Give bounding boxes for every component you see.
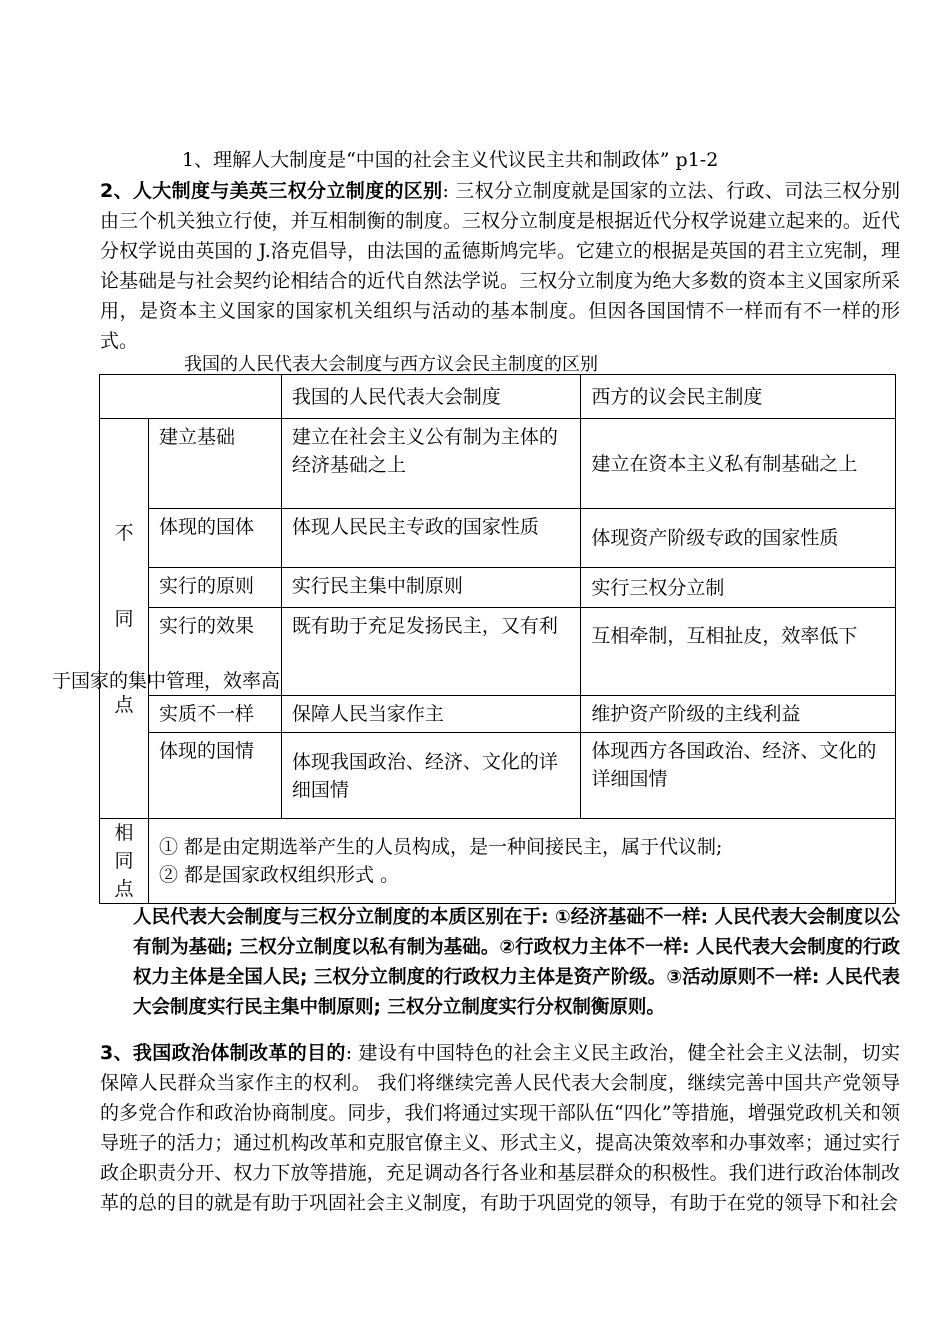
summary-paragraph: 人民代表大会制度与三权分立制度的本质区别在于: ①经济基础不一样: 人民代表大会制度以公有制为基础; 三权分立制度以私有制为基础。②行政权力主体不一样: 人民代表大会制度的行政权力主体是全国人民; 三权分立制度的行政权力主体是资产阶级。③活动原则不一样: 人民代表大会制度实行民主集中制原则; 三权分立制度实行分权制衡原则。 [133, 907, 900, 1018]
aspect-cell: 实行的原则 [148, 568, 281, 608]
similarity-item: ② 都是国家政权组织形式 。 [158, 864, 400, 886]
table-row [100, 419, 896, 509]
west-cell: 互相牵制，互相扯皮，效率低下 [581, 608, 896, 696]
aspect-cell: 体现的国情 [148, 733, 281, 819]
table-row [100, 819, 896, 904]
section-1-line: 1、理解人大制度是“中国的社会主义代议民主共和制政体” p1-2 [182, 149, 719, 171]
section-3-body: : 建设有中国特色的社会主义民主政治，健全社会主义法制，切实保障人民群众当家作主的权利。 我们将继续完善人民代表大会制度，继续完善中国共产党领导的多党合作和政治协商制度。同步，我们将通过实现干部队伍“四化”等措施，增强党政机关和领导班子的活力；通过机构改革和克服官僚主义、形式主义，提高决策效率和办事效率；通过实行政企职责分开、权力下放等措施，充足调动各行各业和基层群众的积极性。我们进行政治体制改革的总的目的就是有助于巩固社会主义制度，有助于巩固党的领导，有助于在党的领导下和社会 [100, 1042, 900, 1214]
aspect-cell: 实行的效果 [148, 608, 281, 696]
similarities-label: 相 同 点 [100, 819, 149, 904]
west-cell: 维护资产阶级的主线利益 [581, 696, 896, 733]
section-3-paragraph [100, 1038, 900, 1218]
table-row [100, 568, 896, 608]
aspect-cell: 实质不一样 [148, 696, 281, 733]
cn-cell: 保障人民当家作主 [281, 696, 581, 733]
table-row [100, 696, 896, 733]
cn-cell: 实行民主集中制原则 [281, 568, 581, 608]
west-cell: 建立在资本主义私有制基础之上 [581, 419, 896, 509]
overflow-cell-text: 于国家的集中管理，效率高 [52, 670, 281, 692]
table-caption: 我国的人民代表大会制度与西方议会民主制度的区别 [184, 354, 598, 375]
section-3-heading: 3、我国政治体制改革的目的 [100, 1042, 346, 1064]
west-cell: 实行三权分立制 [581, 568, 896, 608]
similarity-item: ① 都是由定期选举产生的人员构成，是一种间接民主，属于代议制; [158, 836, 723, 858]
cn-cell: 建立在社会主义公有制为主体的经济基础之上 [281, 419, 581, 509]
cn-cell: 体现人民民主专政的国家性质 [281, 509, 581, 568]
table-header-row [100, 375, 896, 419]
header-blank-cell [100, 375, 282, 419]
differences-label: 不 同 点 [100, 419, 149, 819]
cn-cell: 体现我国政治、经济、文化的详细国情 [281, 733, 581, 819]
header-cn-system: 我国的人民代表大会制度 [281, 375, 581, 419]
section-2-body: : 三权分立制度就是国家的立法、行政、司法三权分别由三个机关独立行使，并互相制衡的制度。三权分立制度是根据近代分权学说建立起来的。近代分权学说由英国的 J.洛克倡导，由法国的孟德斯鸠完毕。它建立的根据是英国的君主立宪制，理论基础是与社会契约论相结合的近代自然法学说。三权分立制度为绝大多数的资本主义国家所采用，是资本主义国家的国家机关组织与活动的基本制度。但因各国国情不一样而有不一样的形式。 [100, 180, 900, 352]
comparison-table [99, 374, 896, 904]
section-2-paragraph [100, 176, 900, 356]
west-cell: 体现资产阶级专政的国家性质 [581, 509, 896, 568]
cn-cell: 既有助于充足发扬民主，又有利 [281, 608, 581, 696]
section-2-heading: 2、人大制度与美英三权分立制度的区别 [100, 180, 443, 202]
table-row [100, 733, 896, 819]
aspect-cell: 建立基础 [148, 419, 281, 509]
table-row [100, 509, 896, 568]
aspect-cell: 体现的国体 [148, 509, 281, 568]
header-west-system: 西方的议会民主制度 [581, 375, 896, 419]
west-cell: 体现西方各国政治、经济、文化的详细国情 [581, 733, 896, 819]
similarities-cell [148, 819, 895, 904]
